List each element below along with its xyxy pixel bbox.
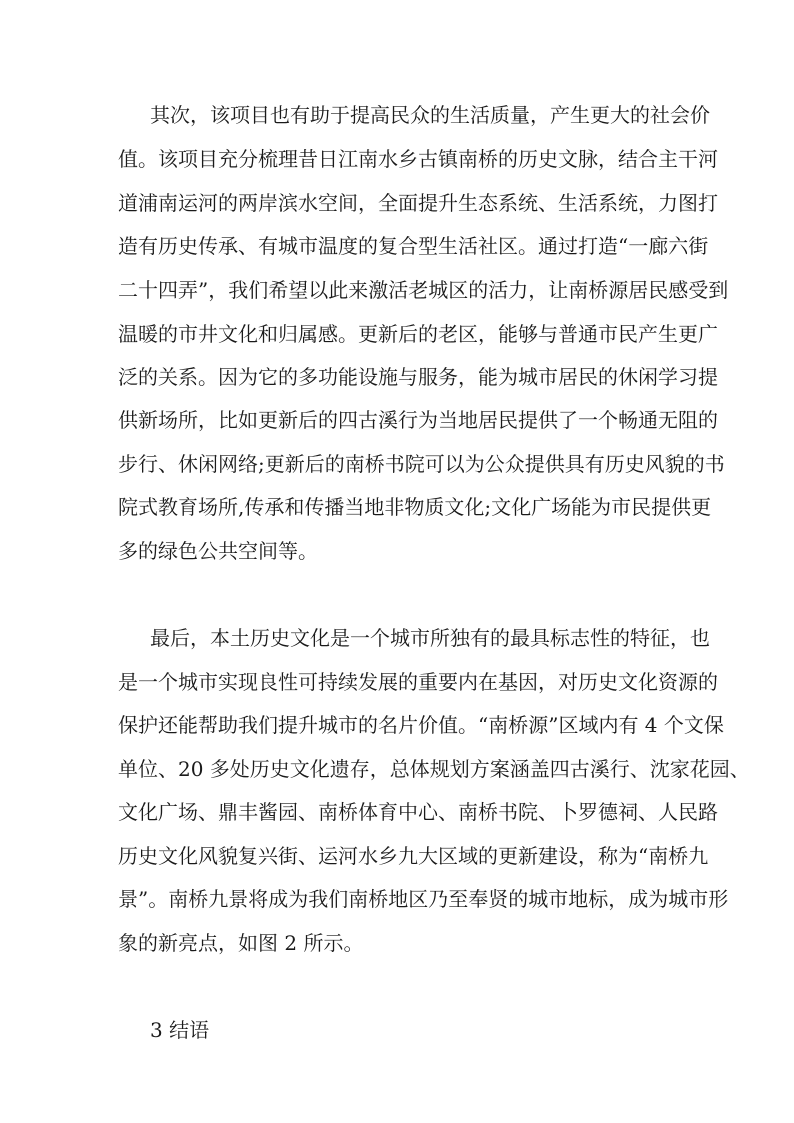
text-line: 文化广场、鼎丰酱园、南桥体育中心、南桥书院、卜罗德祠、人民路 bbox=[118, 800, 718, 824]
text-line: 值。该项目充分梳理昔日江南水乡古镇南桥的历史文脉，结合主干河 bbox=[118, 147, 718, 171]
text-line: 最后，本土历史文化是一个城市所独有的最具标志性的特征，也 bbox=[150, 626, 710, 650]
text-line: 步行、休闲网络;更新后的南桥书院可以为公众提供具有历史风貌的书 bbox=[118, 452, 725, 476]
text-line: 单位、20 多处历史文化遗存，总体规划方案涵盖四古溪行、沈家花园、 bbox=[118, 757, 750, 781]
text-line: 造有历史传承、有城市温度的复合型生活社区。通过打造“一廊六街 bbox=[118, 234, 709, 258]
text-line: 二十四弄”，我们希望以此来激活老城区的活力，让南桥源居民感受到 bbox=[118, 278, 729, 302]
text-line: 保护还能帮助我们提升城市的名片价值。“南桥源”区域内有 4 个文保 bbox=[118, 713, 724, 737]
text-line: 象的新亮点，如图 2 所示。 bbox=[118, 931, 364, 955]
text-line: 供新场所，比如更新后的四古溪行为当地居民提供了一个畅通无阻的 bbox=[118, 408, 718, 432]
section-heading-conclusion: 3 结语 bbox=[150, 1018, 210, 1042]
text-line: 多的绿色公共空间等。 bbox=[118, 539, 318, 563]
text-line: 泛的关系。因为它的多功能设施与服务，能为城市居民的休闲学习提 bbox=[118, 365, 718, 389]
text-line: 历史文化风貌复兴街、运河水乡九大区域的更新建设，称为“南桥九 bbox=[118, 844, 709, 868]
text-line: 是一个城市实现良性可持续发展的重要内在基因，对历史文化资源的 bbox=[118, 670, 718, 694]
text-line: 温暖的市井文化和归属感。更新后的老区，能够与普通市民产生更广 bbox=[118, 322, 718, 346]
text-line: 院式教育场所,传承和传播当地非物质文化;文化广场能为市民提供更 bbox=[118, 495, 712, 519]
text-line: 其次，该项目也有助于提高民众的生活质量，产生更大的社会价 bbox=[150, 103, 710, 127]
text-line: 景”。南桥九景将成为我们南桥地区乃至奉贤的城市地标，成为城市形 bbox=[118, 887, 729, 911]
text-line: 道浦南运河的两岸滨水空间，全面提升生态系统、生活系统，力图打 bbox=[118, 191, 718, 215]
